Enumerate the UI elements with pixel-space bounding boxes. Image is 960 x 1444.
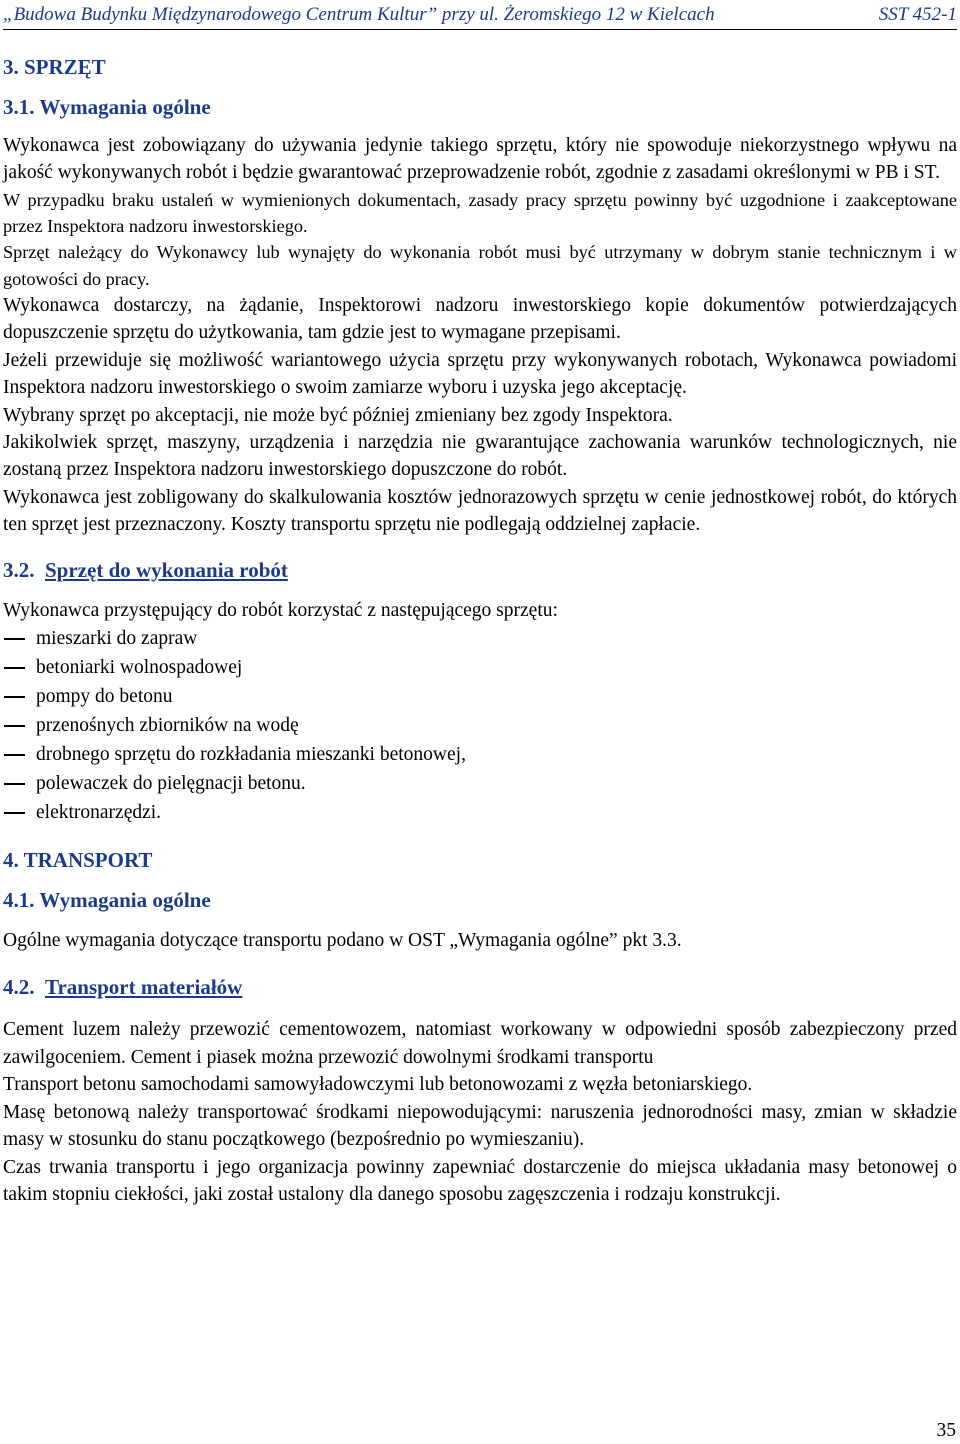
dash-bullet xyxy=(4,696,25,698)
paragraph: W przypadku braku ustaleń w wymienionych dokumentach, zasady pracy sprzętu powinny być uzgodnione i zaakceptowane przez Inspektora nadzoru inwestorskiego. xyxy=(3,189,957,237)
dash-bullet xyxy=(4,783,25,785)
page-header xyxy=(3,3,957,30)
section-4-heading: 4. TRANSPORT xyxy=(3,848,153,873)
section-3-2-title: Sprzęt do wykonania robót xyxy=(45,557,288,582)
dash-bullet xyxy=(4,638,25,640)
list-item: betoniarki wolnospadowej xyxy=(3,653,957,682)
paragraph: Wybrany sprzęt po akceptacji, nie może być później zmieniany bez zgody Inspektora. xyxy=(3,404,673,426)
header-title: „Budowa Budynku Międzynarodowego Centrum Kultur” przy ul. Żeromskiego 12 w Kielcach xyxy=(3,4,715,25)
list-item: pompy do betonu xyxy=(3,682,957,711)
list-intro: Wykonawca przystępujący do robót korzystać z następującego sprzętu: xyxy=(3,599,558,621)
header-code: SST 452-1 xyxy=(878,4,957,25)
list-item: przenośnych zbiorników na wodę xyxy=(3,711,957,740)
paragraph: Transport betonu samochodami samowyładowczymi lub betonowozami z węzła betoniarskiego. xyxy=(3,1074,753,1096)
section-4-2-heading xyxy=(3,974,957,1000)
paragraph: Sprzęt należący do Wykonawcy lub wynajęty do wykonania robót musi być utrzymany w dobrym stanie technicznym i w gotowości do pracy. xyxy=(3,242,957,289)
paragraph: Jeżeli przewiduje się możliwość wariantowego użycia sprzętu przy wykonywanych robotach, Wykonawca powiadomi Inspektora nadzoru inwestorskiego o swoim zamiarze wyboru i uzyska jego akceptację. xyxy=(3,349,957,399)
dash-bullet xyxy=(4,725,25,727)
page-number: 35 xyxy=(936,1420,956,1441)
list-item: mieszarki do zapraw xyxy=(3,624,957,653)
section-3-2-heading xyxy=(3,557,957,583)
list-item: drobnego sprzętu do rozkładania mieszanki betonowej, xyxy=(3,740,957,769)
paragraph: Cement luzem należy przewozić cementowozem, natomiast workowany w odpowiedni sposób zabezpieczony przed zawilgoceniem. Cement i piasek można przewozić dowolnymi środkami transportu xyxy=(3,1019,957,1068)
paragraph: Jakikolwiek sprzęt, maszyny, urządzenia i narzędzia nie gwarantujące zachowania warunków technologicznych, nie zostaną przez Inspektora nadzoru inwestorskiego dopuszczone do robót. xyxy=(3,432,957,481)
dash-bullet xyxy=(4,812,25,814)
list-item: elektronarzędzi. xyxy=(3,798,957,827)
paragraph: Ogólne wymagania dotyczące transportu podano w OST „Wymagania ogólne” pkt 3.3. xyxy=(3,930,682,952)
dash-bullet xyxy=(4,754,25,756)
paragraph: Masę betonową należy transportować środkami niepowodującymi: naruszenia jednorodności masy, zmian w składzie masy w stosunku do stanu początkowego (bezpośrednio po wymieszaniu). xyxy=(3,1101,957,1151)
section-3-heading: 3. SPRZĘT xyxy=(3,55,106,79)
list-item: polewaczek do pielęgnacji betonu. xyxy=(3,769,957,798)
section-3-2-number: 3.2. xyxy=(3,557,35,582)
section-4-2-number: 4.2. xyxy=(3,975,35,1000)
paragraph: Wykonawca jest zobligowany do skalkulowania kosztów jednorazowych sprzętu w cenie jednostkowej robót, do których ten sprzęt jest przeznaczony. Koszty transportu sprzętu nie podlegają oddzielnej zapłacie. xyxy=(3,486,957,536)
section-3-1-heading: 3.1. Wymagania ogólne xyxy=(3,95,211,119)
equipment-list xyxy=(3,624,957,827)
dash-bullet xyxy=(4,667,25,669)
paragraph: Wykonawca dostarczy, na żądanie, Inspektorowi nadzoru inwestorskiego kopie dokumentów potwierdzających dopuszczenie sprzętu do użytkowania, tam gdzie jest to wymagane przepisami. xyxy=(3,295,957,344)
section-4-2-title: Transport materiałów xyxy=(45,975,243,1000)
paragraph: Wykonawca jest zobowiązany do używania jedynie takiego sprzętu, który nie spowoduje niekorzystnego wpływu na jakość wykonywanych robót i będzie gwarantować przeprowadzenie robót, zgodnie z zasadami określonymi w PB i ST. xyxy=(3,135,957,184)
page-content xyxy=(3,54,957,1208)
section-4-1-heading: 4.1. Wymagania ogólne xyxy=(3,888,211,913)
paragraph: Czas trwania transportu i jego organizacja powinny zapewniać dostarczenie do miejsca układania masy betonowej o takim stopniu ciekłości, jaki został ustalony dla danego sposobu zagęszczenia i rodzaju konstrukcji. xyxy=(3,1156,957,1205)
